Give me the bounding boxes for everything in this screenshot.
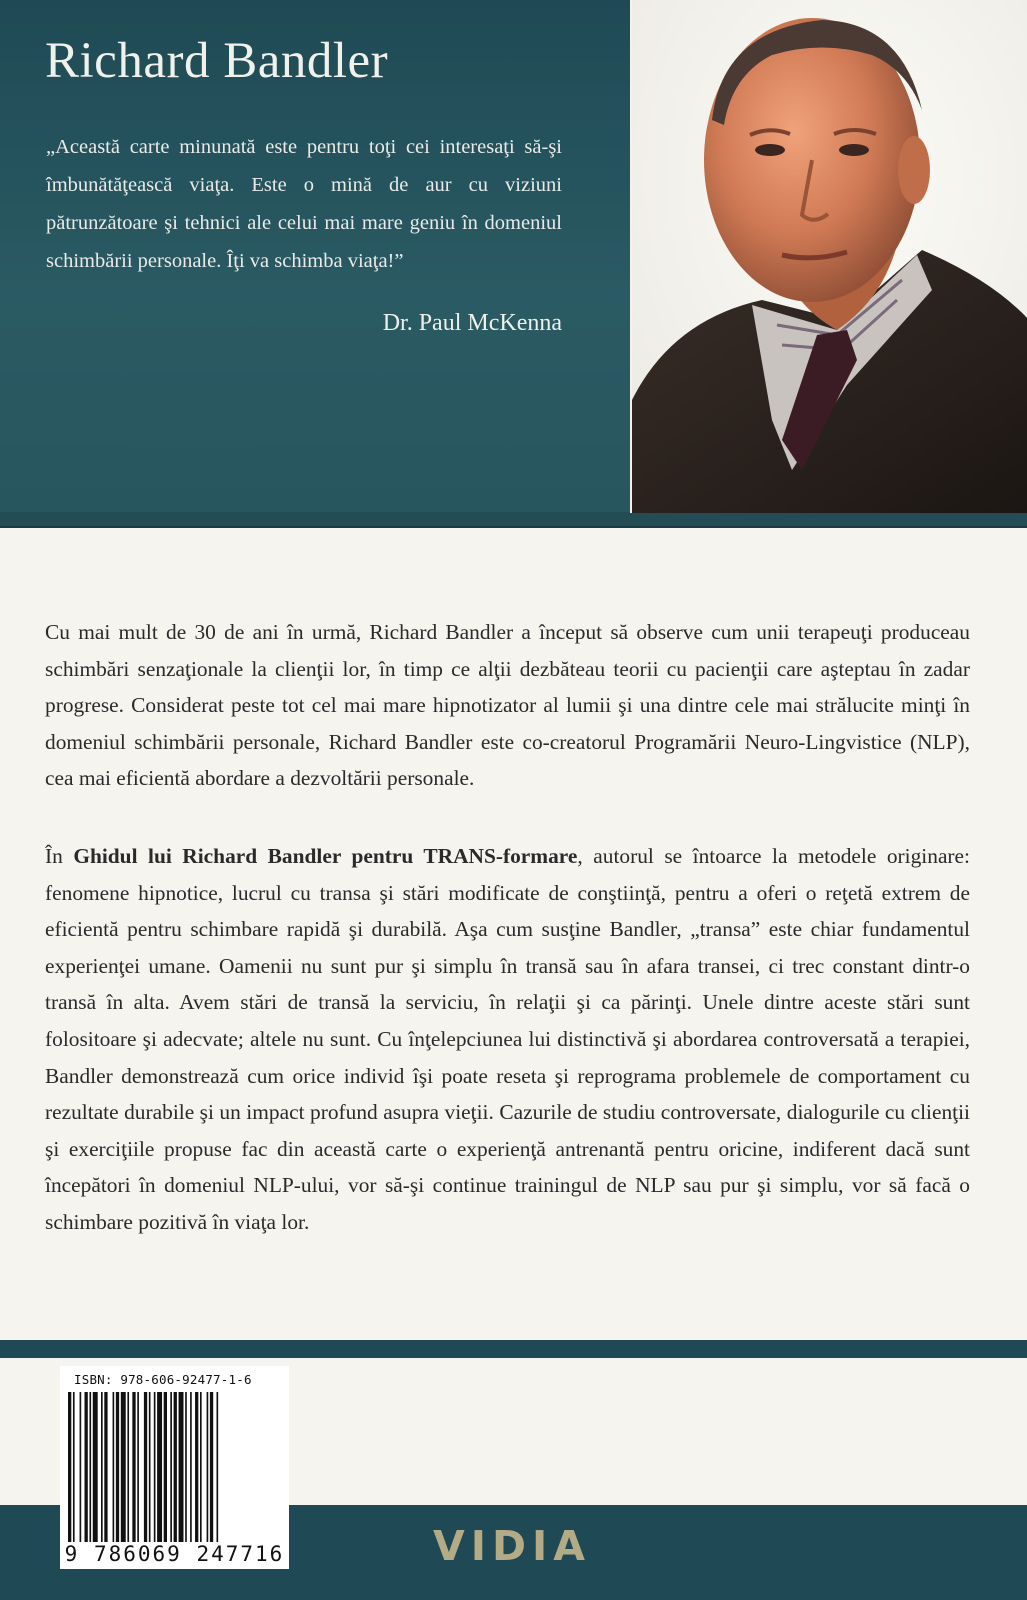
barcode-bar bbox=[217, 1392, 219, 1558]
paragraph-2-body: , autorul se întoarce la metodele originare: fenomene hipnotice, lucrul cu transa şi stări modificate de conştiinţă, pentru a oferi o reţetă extrem de eficientă pentru schimbare rapidă şi durabilă. Aşa cum susţine Bandler, „transa” este chiar fundamentul experienţei umane. Oamenii nu sunt pur şi simplu în transă sau în afara transei, ci trec constant dintr-o transă în alta. Avem stări de transă la serviciu, în relaţii şi ca părinţi. Unele dintre aceste stări sunt folositoare şi adecvate; altele nu sunt. Cu înţelepciunea lui distinctivă şi abordarea controversată a terapiei, Bandler demonstrează cum orice individ îşi poate reseta şi reprograma problemele de comportament cu rezultate durabile şi un impact profund asupra vieţii. Cazurile de studiu controversate, dialogurile cu clienţii şi exerciţiile propuse fac din această carte o experienţă antrenantă pentru oricine, indiferent dacă sunt începători în domeniul NLP-ului, vor să-şi continue trainingul de NLP sau pur şi simplu, vor să facă o schimbare pozitivă în viaţa lor. bbox=[45, 844, 970, 1234]
paragraph-2-intro: În bbox=[45, 844, 74, 868]
barcode-digits: 9 786069 247716 bbox=[60, 1542, 289, 1566]
book-title: Ghidul lui Richard Bandler pentru TRANS-formare bbox=[73, 844, 578, 868]
barcode-bar bbox=[154, 1392, 156, 1558]
barcode-bar bbox=[127, 1392, 129, 1558]
author-portrait bbox=[630, 0, 1027, 513]
barcode-bar bbox=[113, 1392, 115, 1558]
barcode-bar bbox=[85, 1392, 88, 1558]
barcode-bar bbox=[185, 1392, 187, 1558]
barcode-bar bbox=[104, 1392, 107, 1558]
barcode-bar bbox=[157, 1392, 162, 1558]
barcode-bar bbox=[144, 1392, 147, 1558]
author-name: Richard Bandler bbox=[45, 33, 389, 89]
barcode-bar bbox=[121, 1392, 126, 1558]
description-paragraph-2 bbox=[45, 838, 970, 1241]
endorsement-quote: „Această carte minunată este pentru toţi cei interesaţi să-şi îmbunătăţească viaţa. Este o mină de aur cu viziuni pătrunzătoare şi tehnici ale celui mai mare geniu în domeniul schimbării personale. Îţi va schimba viaţa!” bbox=[46, 136, 562, 272]
barcode-bar bbox=[101, 1392, 103, 1558]
publisher-logo: VIDIA bbox=[432, 1522, 591, 1570]
isbn-label: ISBN: 978-606-92477-1-6 bbox=[74, 1372, 252, 1387]
barcode-bar bbox=[137, 1392, 139, 1558]
isbn-barcode bbox=[60, 1366, 289, 1569]
barcode-bars bbox=[68, 1392, 280, 1558]
barcode-bar bbox=[195, 1392, 198, 1558]
barcode-bar bbox=[116, 1392, 119, 1558]
barcode-bar bbox=[73, 1392, 75, 1558]
description-paragraph-1: Cu mai mult de 30 de ani în urmă, Richard Bandler a început să observe cum unii terapeuţi produceau schimbări senzaţionale la clienţii lor, în timp ce alţii dezbăteau teorii cu pacienţii care aşteptau în zadar progrese. Considerat peste tot cel mai mare hipnotizator al lumii şi una dintre cele mai strălucite minţi în domeniul schimbării personale, Richard Bandler este co-creatorul Programării Neuro-Lingvistice (NLP), cea mai eficientă abordare a dezvoltării personale. bbox=[45, 620, 970, 791]
barcode-bar bbox=[170, 1392, 172, 1558]
barcode-bar bbox=[174, 1392, 177, 1558]
separator-band bbox=[0, 1340, 1027, 1358]
barcode-bar bbox=[80, 1392, 82, 1558]
barcode-bar bbox=[179, 1392, 184, 1558]
barcode-bar bbox=[93, 1392, 98, 1558]
barcode-bar bbox=[89, 1392, 91, 1558]
barcode-bar bbox=[207, 1392, 209, 1558]
endorsement-attribution: Dr. Paul McKenna bbox=[382, 310, 562, 336]
barcode-bar bbox=[164, 1392, 167, 1558]
barcode-bar bbox=[68, 1392, 71, 1558]
portrait-image bbox=[632, 0, 1027, 513]
barcode-bar bbox=[210, 1392, 213, 1558]
barcode-bar bbox=[190, 1392, 192, 1558]
barcode-bar bbox=[149, 1392, 151, 1558]
barcode-bar bbox=[132, 1392, 135, 1558]
barcode-bar bbox=[200, 1392, 202, 1558]
